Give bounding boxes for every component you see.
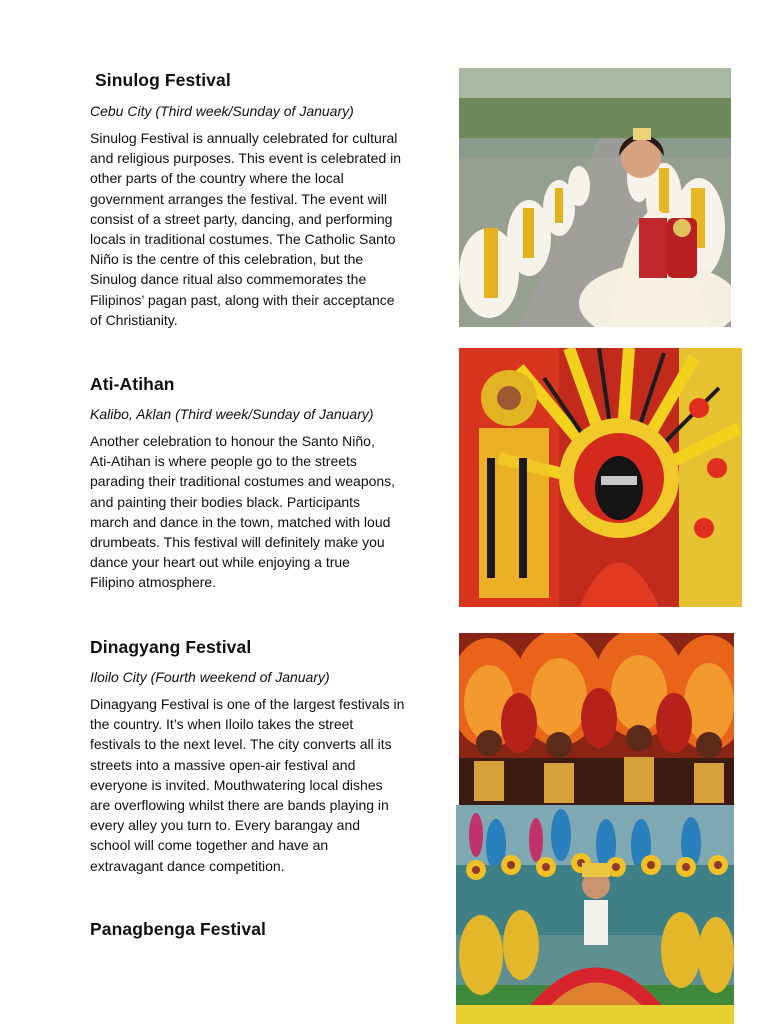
section-title: Dinagyang Festival	[90, 637, 252, 657]
section-ati-atihan	[90, 374, 450, 593]
body-line: the country. It’s when Iloilo takes the street	[90, 716, 354, 733]
section-title: Sinulog Festival	[95, 70, 231, 90]
section-dinagyang	[90, 637, 450, 876]
ati-atihan-headdress-photo	[459, 348, 742, 607]
section-sinulog	[90, 70, 450, 330]
section-panagbenga	[90, 919, 450, 940]
body-line: Another celebration to honour the Santo Niño,	[90, 433, 375, 449]
body-line: Sinulog dance ritual also commemorates the	[90, 271, 367, 288]
body-line: government arranges the festival. The event will	[90, 190, 388, 207]
body-line: everyone is invited. Mouthwatering local dishes	[90, 776, 383, 793]
body-line: parading their traditional costumes and weapons,	[90, 473, 396, 490]
section-body	[90, 694, 450, 876]
body-line: school will come together and have an	[90, 837, 329, 854]
body-line: are overflowing whilst there are bands playing in	[90, 797, 389, 814]
body-line: and painting their bodies black. Participants	[90, 493, 361, 510]
body-line: march and dance in the town, matched with loud	[90, 513, 391, 530]
body-line: Dinagyang Festival is one of the largest festivals in	[90, 696, 405, 712]
sinulog-dancers-photo	[459, 68, 731, 327]
section-title: Panagbenga Festival	[90, 919, 266, 939]
body-line: streets into a massive open-air festival and	[90, 756, 356, 773]
body-line: Filipinos’ pagan past, along with their acceptance	[90, 291, 395, 308]
panagbenga-float-photo	[456, 805, 734, 1024]
dinagyang-feathers-photo	[459, 633, 734, 805]
body-line: Ati-Atihan is where people go to the streets	[90, 453, 357, 470]
body-line: Niño is the centre of this celebration, but the	[90, 251, 364, 268]
section-location: Cebu City (Third week/Sunday of January)	[90, 103, 354, 119]
section-location: Kalibo, Aklan (Third week/Sunday of January)	[90, 406, 374, 422]
body-line: every alley you turn to. Every barangay and	[90, 817, 361, 834]
body-line: other parts of the country where the local	[90, 170, 344, 187]
body-line: festivals to the next level. The city converts all its	[90, 736, 392, 753]
section-location: Iloilo City (Fourth weekend of January)	[90, 669, 330, 685]
section-body	[90, 431, 450, 593]
body-line: consist of a street party, dancing, and performing	[90, 210, 393, 227]
section-body	[90, 128, 450, 330]
body-line: drumbeats. This festival will definitely make you	[90, 534, 385, 551]
body-line: Filipino atmosphere.	[90, 574, 217, 591]
body-line: of Christianity.	[90, 311, 178, 328]
section-title: Ati-Atihan	[90, 374, 175, 394]
body-line: and religious purposes. This event is celebrated in	[90, 150, 402, 167]
body-line: locals in traditional costumes. The Catholic Santo	[90, 231, 396, 248]
body-line: Sinulog Festival is annually celebrated for cultural	[90, 130, 398, 146]
body-line: extravagant dance competition.	[90, 857, 285, 874]
body-line: dance your heart out while enjoying a true	[90, 554, 350, 571]
